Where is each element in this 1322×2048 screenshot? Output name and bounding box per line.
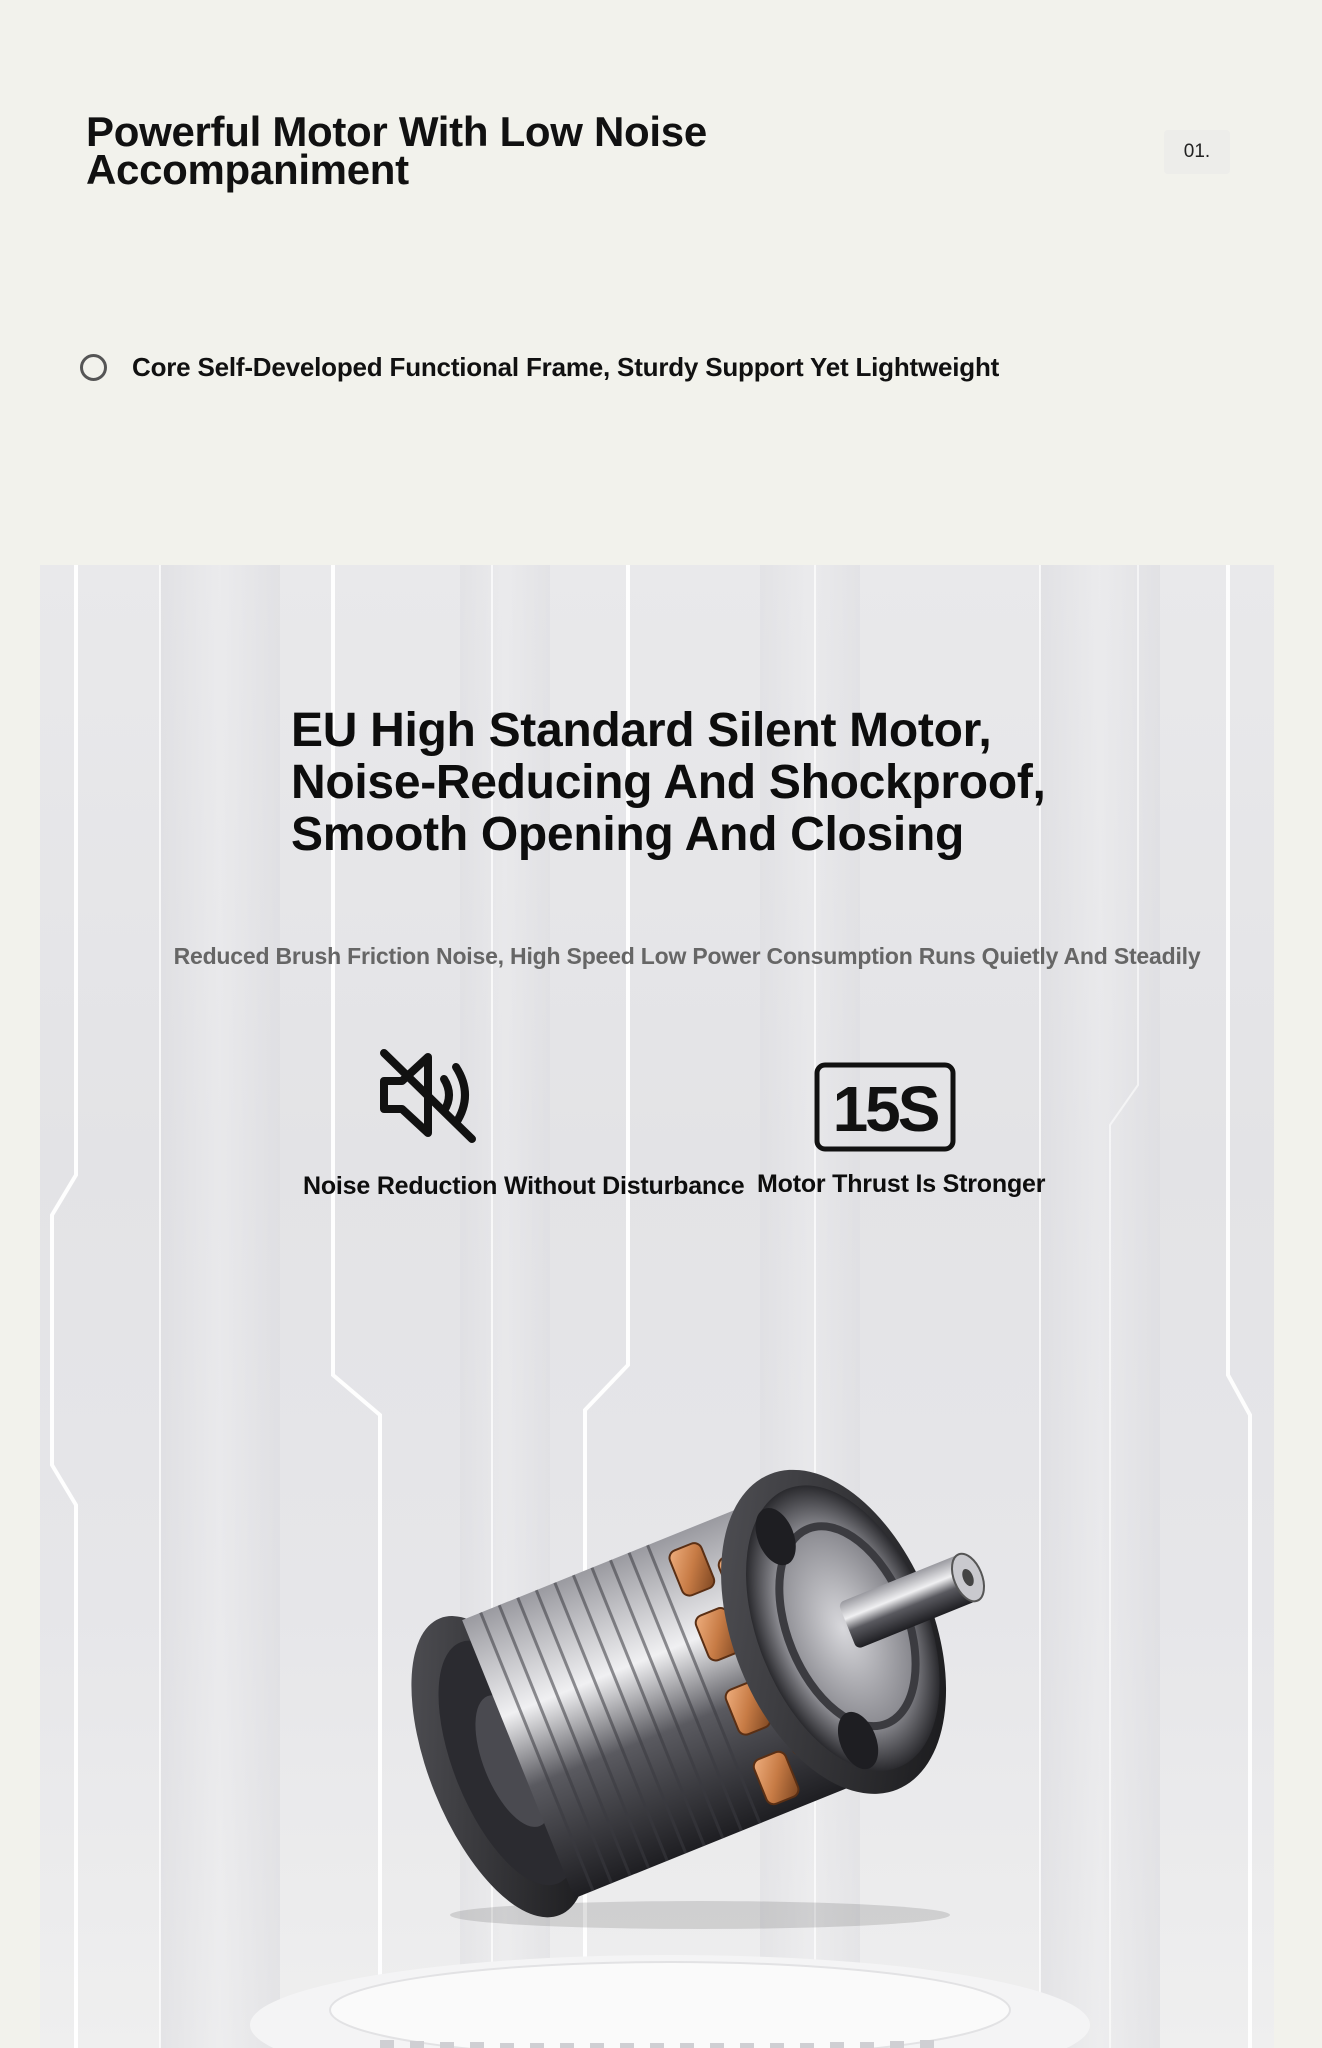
feature-option-label: Core Self-Developed Functional Frame, Sturdy Support Yet Lightweight [132,351,1000,382]
speaker-mute-icon [376,1045,482,1145]
radio-button[interactable] [80,354,107,381]
panel-subline: Reduced Brush Friction Noise, High Speed Low Power Consumption Runs Quietly And Steadily [173,943,1201,969]
feature-label-noise: Noise Reduction Without Disturbance [303,1172,745,1200]
15s-icon [814,1062,956,1152]
section-index-badge: 01. [1164,130,1230,174]
feature-label-thrust: Motor Thrust Is Stronger [757,1170,1046,1198]
motor-feature-panel [40,565,1274,2048]
page-title: Powerful Motor With Low Noise Accompaniment [86,108,707,193]
svg-text:15S: 15S [832,1073,938,1145]
display-pedestal [40,1915,1274,2048]
motor-illustration [370,1415,1070,1935]
panel-headline: EU High Standard Silent Motor, Noise-Reducing And Shockproof, Smooth Opening And Closing [291,704,1046,861]
feature-option[interactable] [80,350,999,384]
